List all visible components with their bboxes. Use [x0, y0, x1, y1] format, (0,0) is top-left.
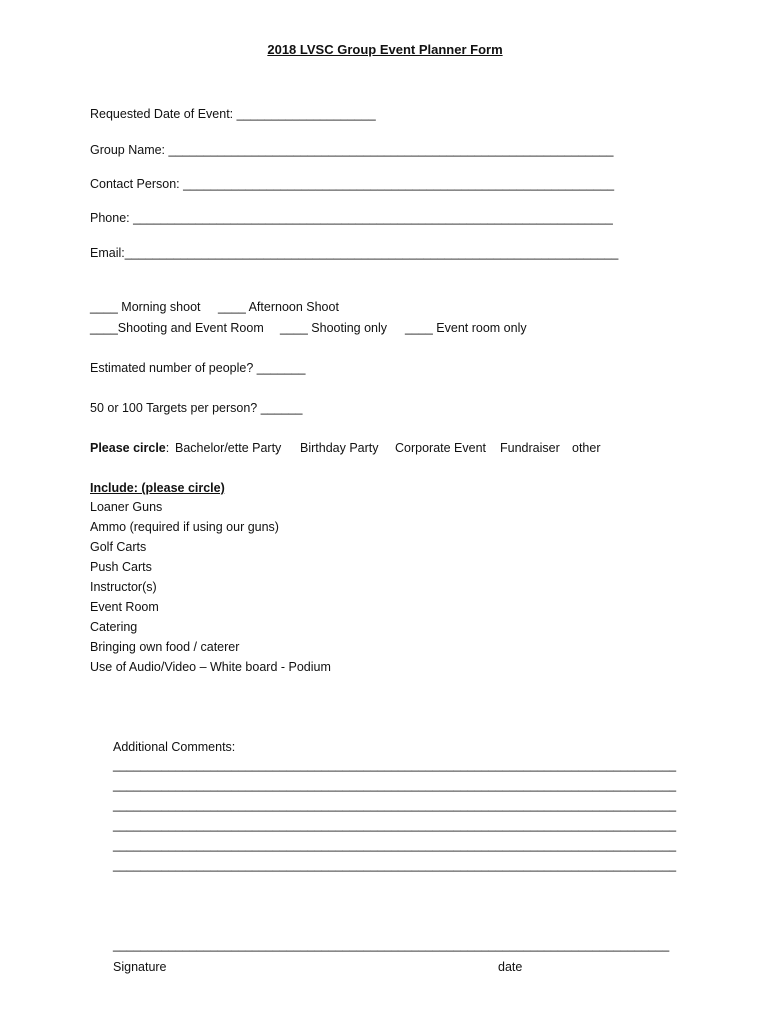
include-item: Push Carts	[90, 560, 152, 574]
group-name-blank: ________________________________________________________________	[168, 143, 614, 157]
comment-line: _________________________________________________________________________________	[113, 778, 677, 792]
comment-line: _________________________________________________________________________________	[113, 858, 677, 872]
email-label: Email:	[90, 246, 125, 260]
option-event-room-only: ____ Event room only	[405, 321, 527, 335]
include-item: Instructor(s)	[90, 580, 157, 594]
option-shooting-and-event-room: ____Shooting and Event Room	[90, 321, 264, 335]
date-label: date	[498, 960, 523, 974]
please-circle-label: Please circle	[90, 441, 166, 455]
requested-date-label: Requested Date of Event:	[90, 107, 237, 121]
include-item: Golf Carts	[90, 540, 147, 554]
include-item: Loaner Guns	[90, 500, 163, 514]
group-name-field	[90, 142, 613, 158]
comment-line: _________________________________________________________________________________	[113, 758, 677, 772]
include-item: Catering	[90, 620, 138, 634]
option-afternoon-shoot: ____ Afternoon Shoot	[218, 300, 339, 314]
contact-person-blank: ______________________________________________________________	[183, 177, 615, 191]
include-item: Event Room	[90, 600, 159, 614]
please-circle-prompt	[90, 440, 169, 456]
event-type-corporate: Corporate Event	[395, 441, 487, 455]
event-type-fundraiser: Fundraiser	[500, 441, 560, 455]
signature-label: Signature	[113, 960, 167, 974]
contact-person-label: Contact Person:	[90, 177, 184, 191]
include-heading: Include: (please circle)	[90, 481, 225, 495]
comment-line: _________________________________________________________________________________	[113, 798, 677, 812]
option-shooting-only: ____ Shooting only	[280, 321, 388, 335]
event-type-other: other	[572, 441, 601, 455]
estimated-people-question: Estimated number of people? _______	[90, 361, 306, 375]
event-type-bachelor: Bachelor/ette Party	[175, 441, 282, 455]
comment-line: _________________________________________________________________________________	[113, 818, 677, 832]
contact-person-field	[90, 176, 614, 192]
phone-field	[90, 210, 613, 226]
targets-per-person-question: 50 or 100 Targets per person? ______	[90, 401, 303, 415]
include-item: Use of Audio/Video – White board - Podium	[90, 660, 331, 674]
include-item: Ammo (required if using our guns)	[90, 520, 279, 534]
comment-line: _________________________________________________________________________________	[113, 838, 677, 852]
signature-line: ________________________________________________________________________________	[113, 938, 670, 952]
group-name-label: Group Name:	[90, 143, 169, 157]
phone-label: Phone:	[90, 211, 134, 225]
requested-date-field	[90, 106, 376, 122]
phone-blank: _____________________________________________________________________	[133, 211, 613, 225]
option-morning-shoot: ____ Morning shoot	[90, 300, 201, 314]
event-type-birthday: Birthday Party	[300, 441, 379, 455]
include-item: Bringing own food / caterer	[90, 640, 240, 654]
please-circle-colon: :	[165, 441, 170, 455]
email-field	[90, 245, 618, 261]
additional-comments-label: Additional Comments:	[113, 740, 236, 754]
email-blank: _______________________________________________________________________	[124, 246, 619, 260]
form-title: 2018 LVSC Group Event Planner Form	[267, 42, 503, 57]
requested-date-blank: ____________________	[236, 107, 376, 121]
